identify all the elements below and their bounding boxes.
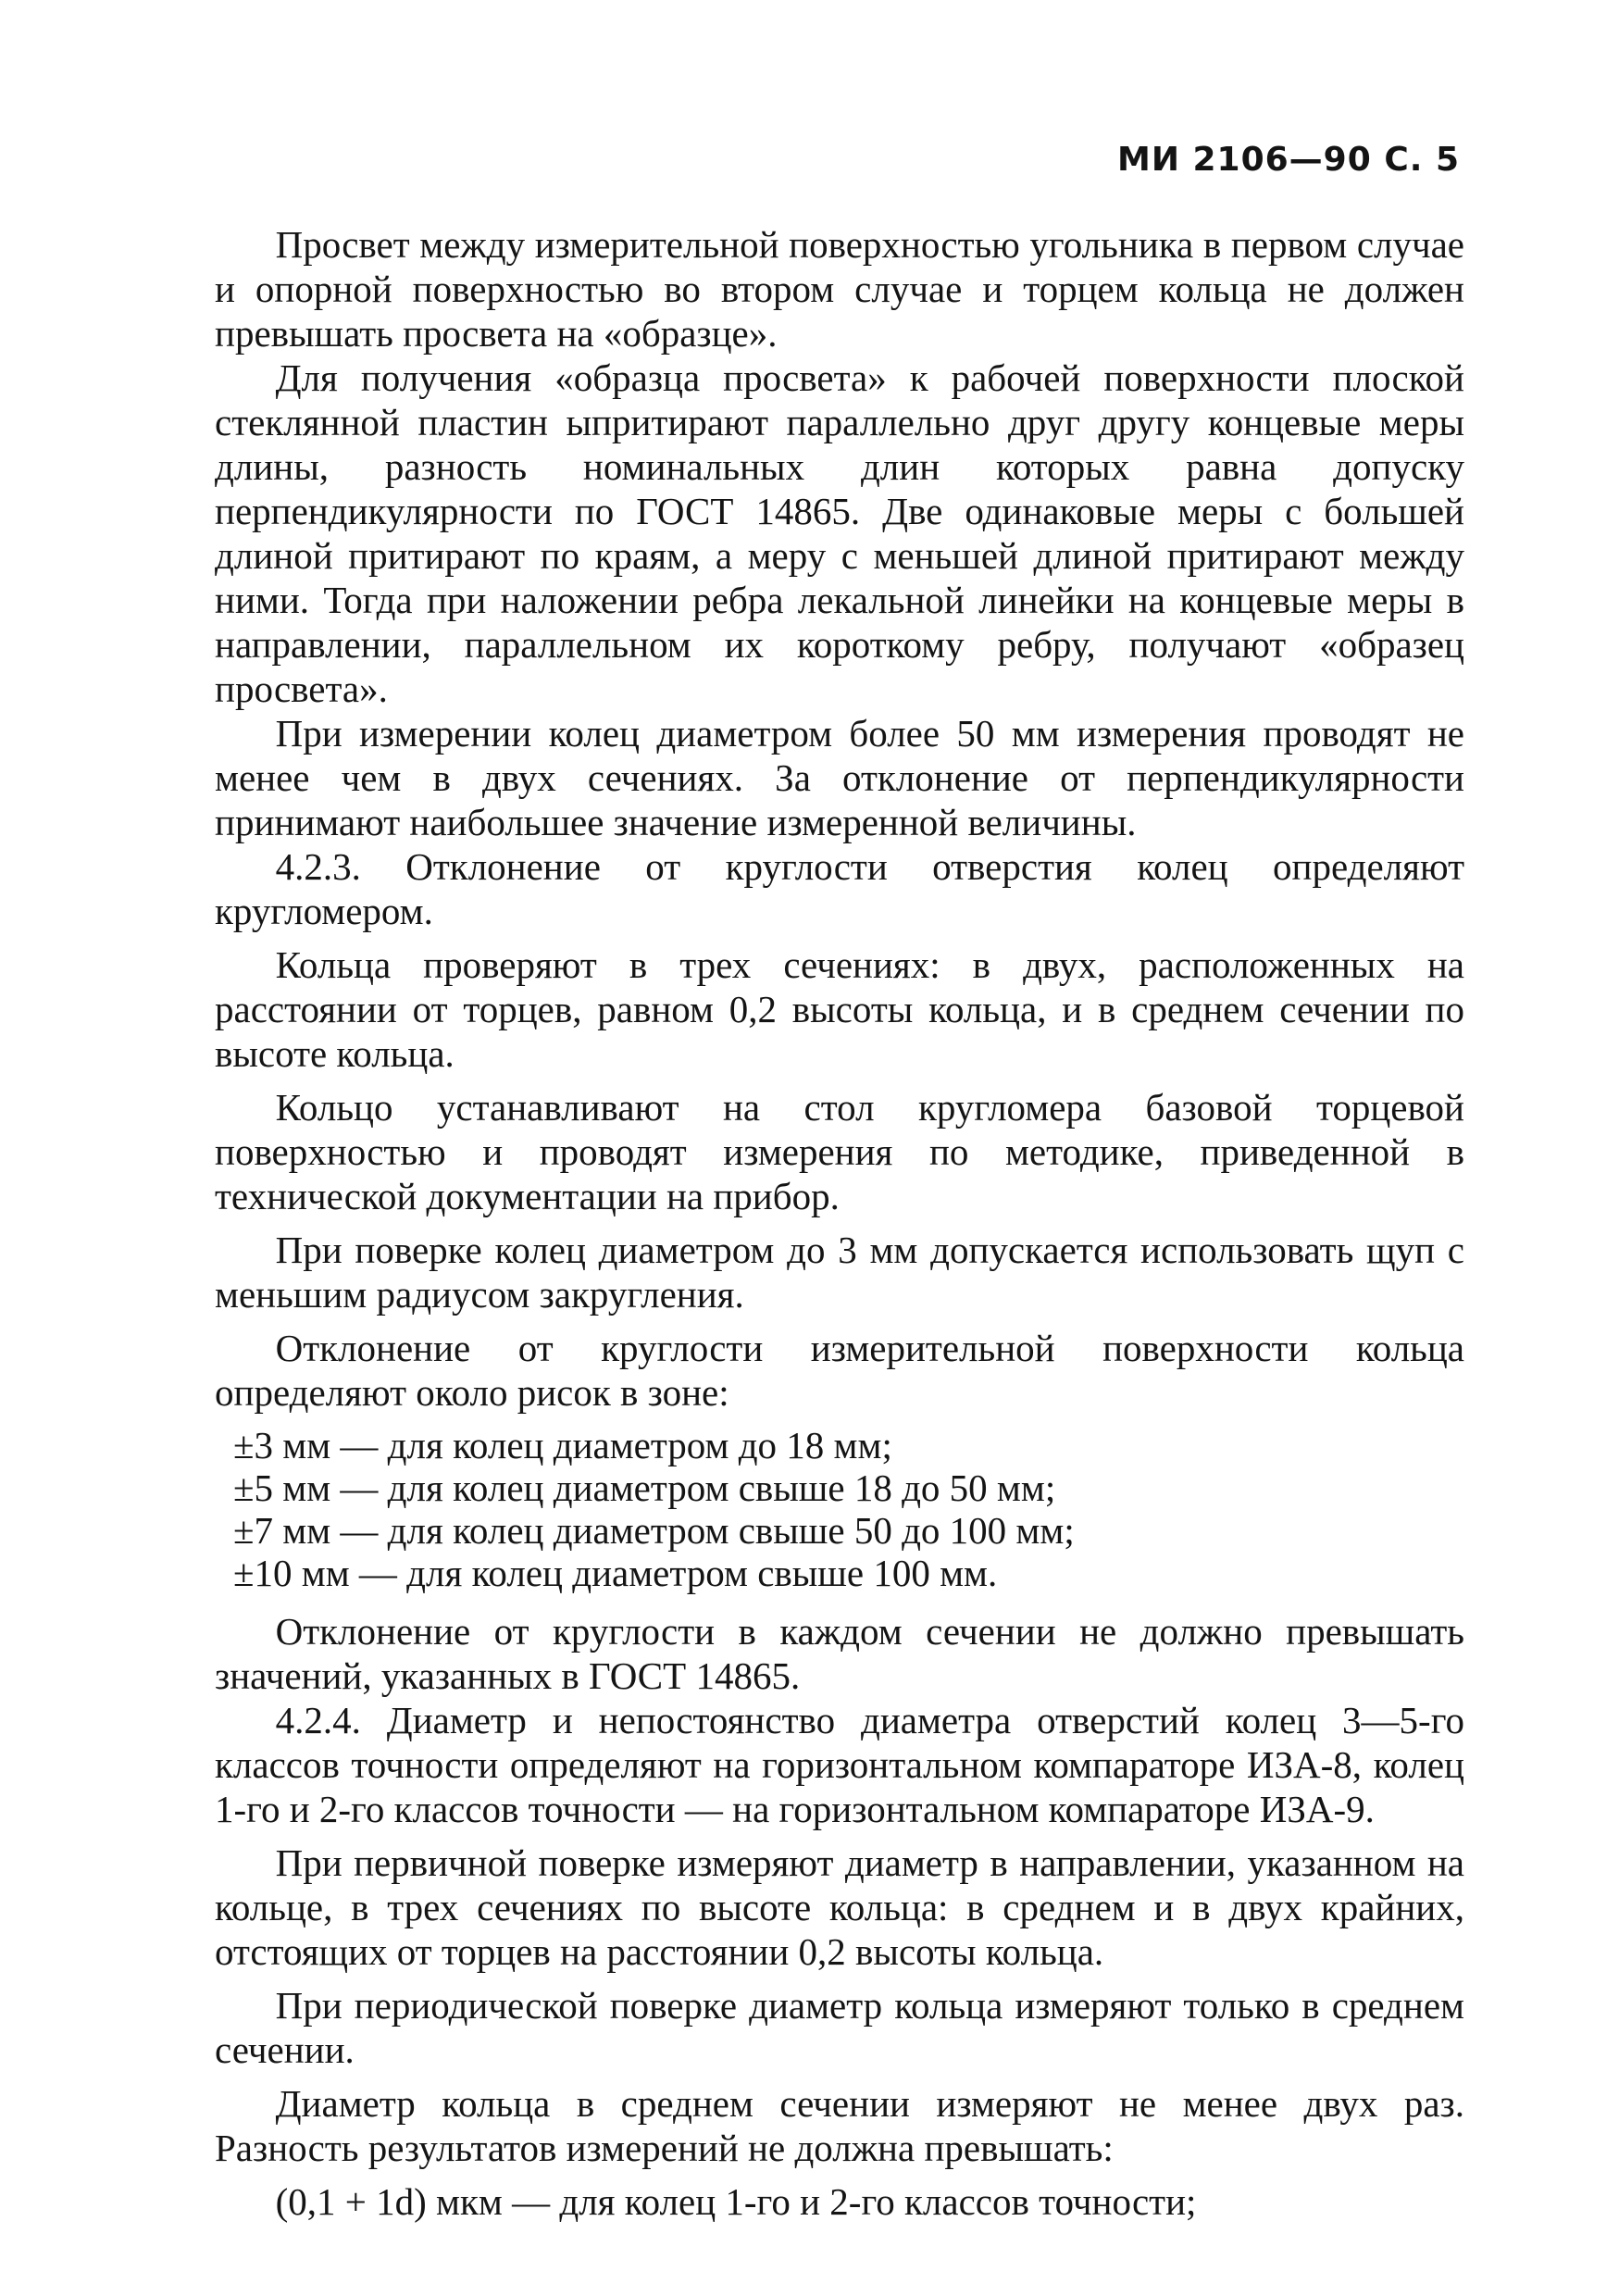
list-item: ±3 мм — для колец диаметром до 18 мм; (233, 1424, 892, 1466)
list-item: ±5 мм — для колец диаметром свыше 18 до 50 мм; (233, 1466, 1056, 1509)
paragraph-large-rings: При измерении колец диаметром более 50 мм измерения проводят не менее чем в двух сечениях. За отклонение от перпендикулярности принимают наибольшее значение измеренной величины. (215, 712, 1464, 843)
list-item: ±7 мм — для колец диаметром свыше 50 до 100 мм; (233, 1509, 1075, 1552)
paragraph-sections: Кольца проверяют в трех сечениях: в двух, расположенных на расстоянии от торцев, равном 0,2 высоты кольца, и в среднем сечении по высоте кольца. (215, 943, 1464, 1075)
list-item: ±10 мм — для колец диаметром свыше 100 мм. (233, 1552, 998, 1594)
paragraph-periodic-check: При периодической поверке диаметр кольца измеряют только в среднем сечении. (215, 1984, 1464, 2071)
paragraph-gap-sample-preparation: Для получения «образца просвета» к рабочей поверхности плоской стеклянной пластин ыпритирают параллельно друг другу концевые меры длины, разность номинальных длин которых равна допуску перпендикулярности по ГОСТ 14865. Две одинаковые меры с большей длиной притирают по краям, а меру с меньшей длиной притирают между ними. Тогда при наложении ребра лекальной линейки на концевые меры в направлении, параллельном их короткому ребру, получают «образец просвета». (215, 356, 1464, 710)
paragraph-roundness-meter: Кольцо устанавливают на стол кругломера базовой торцевой поверхностью и проводят измерения по методике, приведенной в технической документации на прибор. (215, 1086, 1464, 1217)
paragraph-gap-sample: Просвет между измерительной поверхностью угольника в первом случае и опорной поверхностью во втором случае и торцем кольца не должен превышать просвета на «образце». (215, 223, 1464, 355)
page-header: МИ 2106—90 С. 5 (1117, 141, 1460, 179)
paragraph-section-4-2-4: 4.2.4. Диаметр и непостоянство диаметра отверстий колец 3—5-го классов точности определяют на горизонтальном компараторе ИЗА-8, колец 1-го и 2-го классов точности — на горизонтальном компараторе ИЗА-9. (215, 1699, 1464, 1830)
paragraph-section-4-2-3: 4.2.3. Отклонение от круглости отверстия колец определяют кругломером. (215, 845, 1464, 932)
paragraph-roundness-zone: Отклонение от круглости измерительной поверхности кольца определяют около рисок в зоне: (215, 1327, 1464, 1414)
paragraph-roundness-limit: Отклонение от круглости в каждом сечении не должно превышать значений, указанных в ГОСТ 14865. (215, 1610, 1464, 1697)
document-body (215, 222, 1464, 2224)
paragraph-accuracy-class-1-2: (0,1 + 1d) мкм — для колец 1-го и 2-го классов точности; (275, 2180, 1197, 2223)
paragraph-primary-check: При первичной поверке измеряют диаметр в направлении, указанном на кольце, в трех сечениях по высоте кольца: в среднем и в двух крайних, отстоящих от торцев на расстоянии 0,2 высоты кольца. (215, 1841, 1464, 1973)
paragraph-small-rings: При поверке колец диаметром до 3 мм допускается использовать щуп с меньшим радиусом закругления. (215, 1229, 1464, 1316)
paragraph-measurement-difference: Диаметр кольца в среднем сечении измеряют не менее двух раз. Разность результатов измерений не должна превышать: (215, 2082, 1464, 2169)
tolerance-list (215, 1424, 1464, 1594)
